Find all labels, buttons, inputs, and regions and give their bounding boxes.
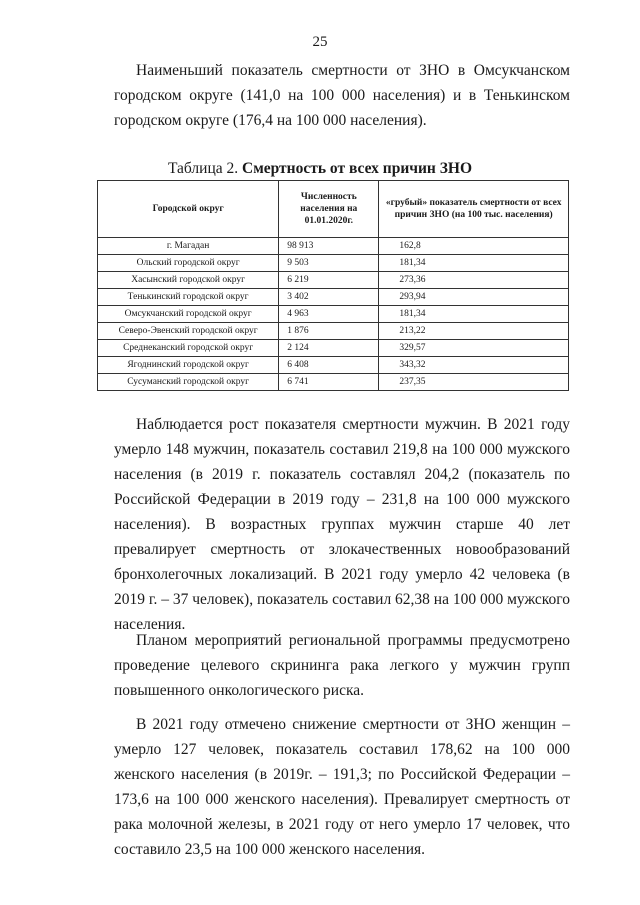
cell-rate: 181,34 [379,255,569,272]
cell-rate: 293,94 [379,289,569,306]
cell-district: Хасынский городской округ [98,272,279,289]
header-rate: «грубый» показатель смертности от всех причин ЗНО (на 100 тыс. населения) [379,181,569,238]
header-population: Численность населения на 01.01.2020г. [279,181,379,238]
cell-population: 6 219 [279,272,379,289]
cell-district: г. Магадан [98,238,279,255]
cell-rate: 273,36 [379,272,569,289]
intro-paragraph: Наименьший показатель смертности от ЗНО в Омсукчанском городском округе (141,0 на 100 000 населения) и в Тенькинском городском округе (176,4 на 100 000 населения). [114,62,570,129]
cell-population: 6 741 [279,374,379,391]
cell-rate: 181,34 [379,306,569,323]
cell-rate: 343,32 [379,357,569,374]
table-row [98,255,569,272]
cell-rate: 237,35 [379,374,569,391]
table-row [98,306,569,323]
cell-population: 98 913 [279,238,379,255]
cell-district: Омсукчанский городской округ [98,306,279,323]
table-row [98,289,569,306]
table-row [98,272,569,289]
table-row [98,323,569,340]
paragraph-women-mortality: В 2021 году отмечено снижение смертности от ЗНО женщин – умерло 127 человек, показатель составил 178,62 на 100 000 женского населения (в 2019г. – 191,3; по Российской Федерации – 173,6 на 100 000 женского населения). Превалирует смертность от рака молочной железы, в 2021 году от него умерло 17 человек, что составило 23,5 на 100 000 женского населения. [114,716,570,858]
cell-district: Сусуманский городской округ [98,374,279,391]
cell-rate: 162,8 [379,238,569,255]
table-header-row [98,181,569,238]
paragraph-men-mortality: Наблюдается рост показателя смертности мужчин. В 2021 году умерло 148 мужчин, показатель составил 219,8 на 100 000 мужского населения (в 2019 г. показатель составлял 204,2 (показатель по Российской Федерации в 2019 году – 231,8 на 100 000 мужского населения). В возрастных группах мужчин старше 40 лет превалирует смертность от злокачественных новообразований бронхолегочных локализаций. В 2021 году умерло 42 человека (в 2019 г. – 37 человек), показатель составил 62,38 на 100 000 мужского населения. [114,416,570,633]
cell-population: 9 503 [279,255,379,272]
table-row [98,357,569,374]
table-row [98,340,569,357]
cell-population: 3 402 [279,289,379,306]
cell-population: 6 408 [279,357,379,374]
cell-district: Ягоднинский городской округ [98,357,279,374]
cell-population: 2 124 [279,340,379,357]
cell-population: 1 876 [279,323,379,340]
mortality-table [97,180,569,391]
page-number: 25 [312,34,328,50]
cell-district: Среднеканский городской округ [98,340,279,357]
paragraph-screening-plan: Планом мероприятий региональной программы предусмотрено проведение целевого скрининга рака легкого у мужчин групп повышенного онкологического риска. [114,632,570,699]
cell-rate: 213,22 [379,323,569,340]
table-row [98,238,569,255]
header-district: Городской округ [98,181,279,238]
table-caption-prefix: Таблица 2. [167,160,242,177]
table-caption-title: Смертность от всех причин ЗНО [242,160,473,177]
table-caption [0,160,640,178]
cell-district: Тенькинский городской округ [98,289,279,306]
table-row [98,374,569,391]
cell-district: Северо-Эвенский городской округ [98,323,279,340]
cell-population: 4 963 [279,306,379,323]
cell-rate: 329,57 [379,340,569,357]
cell-district: Ольский городской округ [98,255,279,272]
